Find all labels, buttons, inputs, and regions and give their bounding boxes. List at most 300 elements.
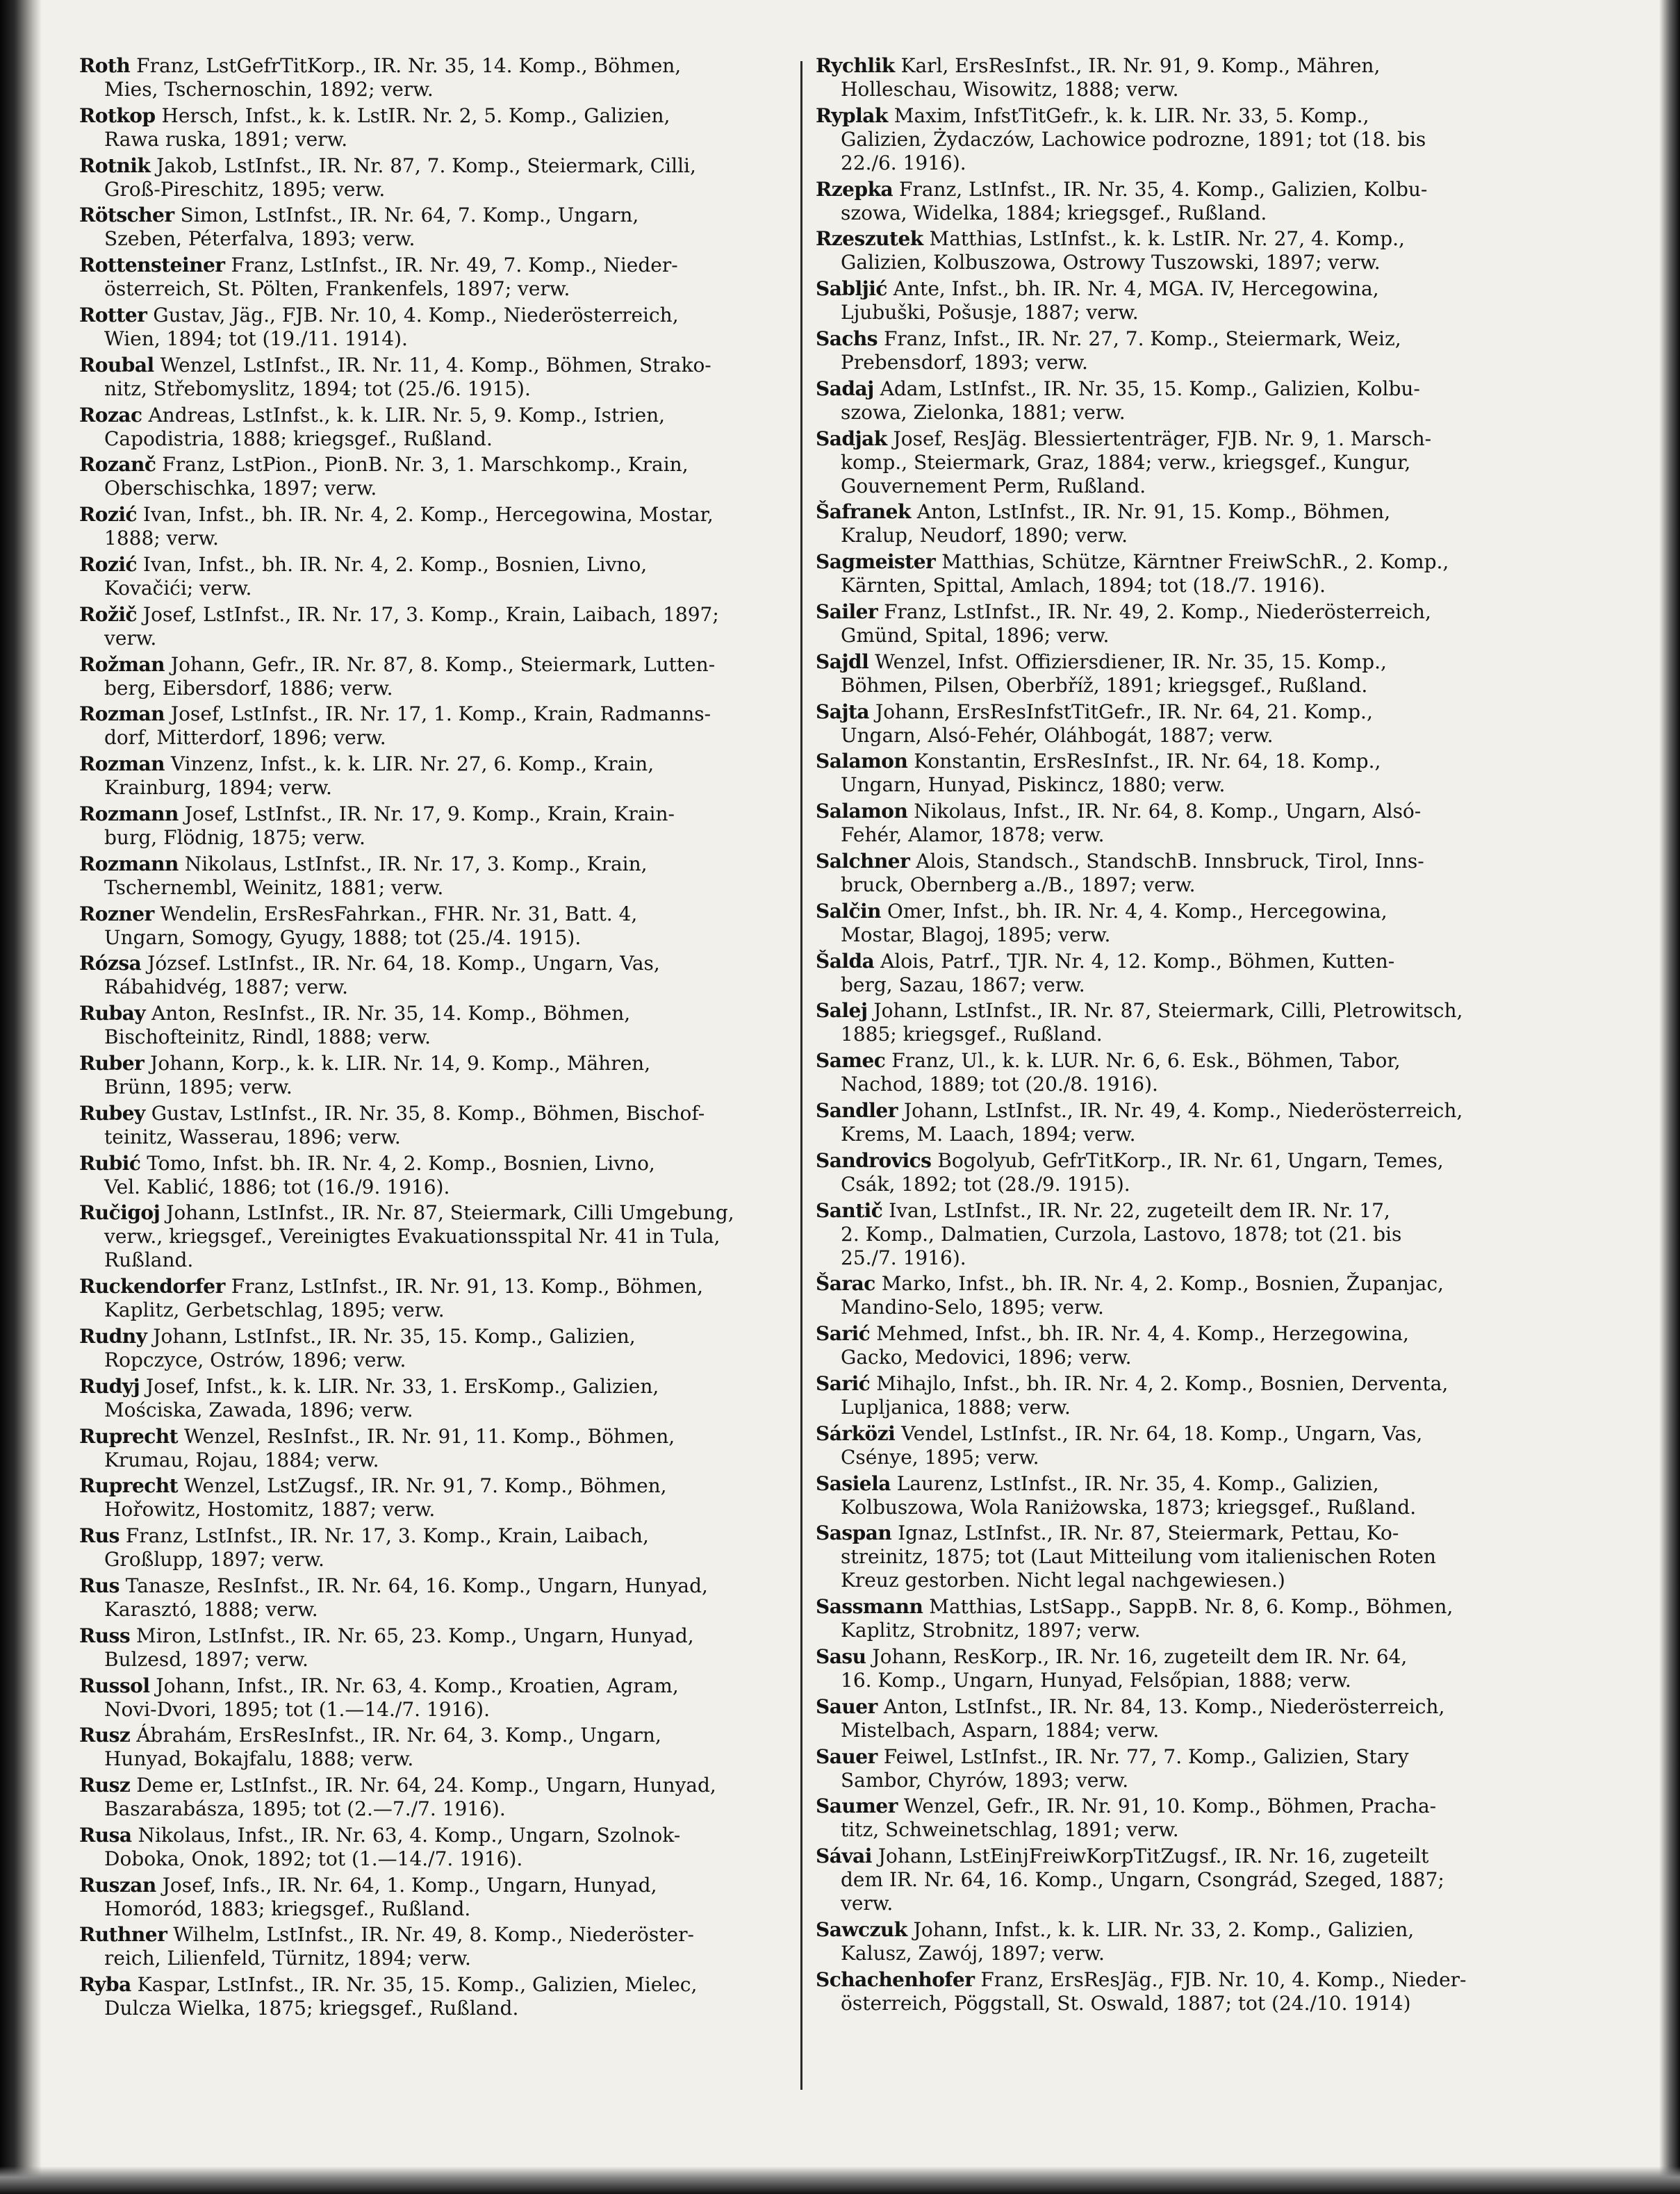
list-entry — [816, 377, 1524, 424]
entry-text-line: Lupljanica, 1888; verw. — [841, 1395, 1071, 1419]
list-entry — [79, 1674, 799, 1722]
entry-text-line: Andreas, LstInfst., k. k. LIR. Nr. 5, 9. Komp., Istrien, — [142, 403, 666, 427]
entry-text-line: Alois, Patrf., TJR. Nr. 4, 12. Komp., Böhmen, Kutten- — [874, 949, 1395, 973]
entry-text-line: Johann, Infst., IR. Nr. 63, 4. Komp., Kroatien, Agram, — [149, 1674, 679, 1697]
entry-text-line: streinitz, 1875; tot (Laut Mitteilung vom italienischen Roten — [841, 1545, 1436, 1569]
entry-text-line: Groß-Pireschitz, 1895; verw. — [104, 177, 386, 201]
entry-text-line: berg, Eibersdorf, 1886; verw. — [104, 676, 393, 700]
list-entry — [816, 900, 1524, 947]
list-entry — [816, 1199, 1524, 1270]
entry-text-line: Johann, Korp., k. k. LIR. Nr. 14, 9. Komp., Mähren, — [144, 1051, 651, 1075]
list-entry — [816, 950, 1524, 997]
entry-surname: Sawczuk — [816, 1917, 907, 1941]
list-entry — [816, 850, 1524, 897]
entry-text-line: Anton, LstInfst., IR. Nr. 91, 15. Komp., Böhmen, — [910, 500, 1391, 524]
list-entry — [79, 1724, 799, 1771]
entry-surname: Salamon — [816, 800, 908, 823]
entry-text-line: Kärnten, Spittal, Amlach, 1894; tot (18./7. 1916). — [841, 574, 1326, 597]
entry-text-line: reich, Lilienfeld, Türnitz, 1894; verw. — [104, 1947, 471, 1970]
entry-text-line: 1888; verw. — [104, 527, 219, 550]
list-entry — [816, 104, 1524, 175]
entry-text-line: Deme er, LstInfst., IR. Nr. 64, 24. Komp., Ungarn, Hunyad, — [130, 1774, 716, 1797]
entry-text-line: teinitz, Wasserau, 1896; verw. — [104, 1125, 401, 1148]
entry-surname: Šarac — [816, 1272, 875, 1296]
entry-surname: Sárközi — [816, 1421, 896, 1445]
entry-surname: Šafranek — [816, 500, 911, 524]
entry-surname: Rozner — [79, 902, 154, 925]
entry-text-line: Vel. Kablić, 1886; tot (16./9. 1916). — [104, 1175, 450, 1198]
list-entry — [816, 1968, 1524, 2015]
entry-text-line: Anton, ResInfst., IR. Nr. 35, 14. Komp., Böhmen, — [145, 1002, 631, 1025]
column-divider — [800, 61, 802, 2090]
entry-text-line: 22./6. 1916). — [841, 151, 966, 174]
entry-text-line: österreich, St. Pölten, Frankenfels, 1897; verw. — [104, 277, 570, 301]
entry-text-line: Kolbuszowa, Wola Raniżowska, 1873; kriegsgef., Rußland. — [841, 1495, 1417, 1519]
entry-text-line: Hořowitz, Hostomitz, 1887; verw. — [104, 1498, 436, 1521]
entry-surname: Sailer — [816, 600, 878, 623]
entry-text-line: Johann, ErsResInfstTitGefr., IR. Nr. 64, 21. Komp., — [869, 700, 1373, 723]
entry-surname: Rusz — [79, 1774, 131, 1797]
left-column — [79, 54, 799, 2023]
entry-surname: Sandrovics — [816, 1148, 932, 1172]
entry-text-line: Hunyad, Bokajfalu, 1888; verw. — [104, 1747, 414, 1771]
list-entry — [79, 304, 799, 351]
entry-surname: Sarić — [816, 1322, 871, 1346]
entry-surname: Salamon — [816, 750, 908, 773]
page-edge-bottom — [0, 2166, 1680, 2194]
entry-surname: Sasu — [816, 1644, 866, 1668]
entry-text-line: Bischofteinitz, Rindl, 1888; verw. — [104, 1025, 431, 1049]
entry-surname: Rozman — [79, 752, 165, 776]
entry-text-line: Ropczyce, Ostrów, 1896; verw. — [104, 1348, 406, 1371]
entry-surname: Saumer — [816, 1795, 898, 1818]
entry-text-line: Nachod, 1889; tot (20./8. 1916). — [841, 1073, 1158, 1096]
entry-text-line: Tanasze, ResInfst., IR. Nr. 64, 16. Komp., Ungarn, Hunyad, — [119, 1574, 708, 1597]
entry-text-line: Mościska, Zawada, 1896; verw. — [104, 1398, 413, 1421]
entry-text-line: Gustav, LstInfst., IR. Nr. 35, 8. Komp., Böhmen, Bischof- — [145, 1101, 705, 1125]
list-entry — [79, 1624, 799, 1672]
entry-text-line: Kaplitz, Gerbetschlag, 1895; verw. — [104, 1298, 445, 1322]
list-entry — [816, 600, 1524, 648]
entry-surname: Ryplak — [816, 104, 888, 127]
list-entry — [816, 1795, 1524, 1842]
list-entry — [79, 553, 799, 600]
list-entry — [79, 1774, 799, 1821]
entry-text-line: Franz, Ul., k. k. LUR. Nr. 6, 6. Esk., Böhmen, Tabor, — [885, 1049, 1401, 1073]
entry-text-line: Wenzel, Gefr., IR. Nr. 91, 10. Komp., Böhmen, Pracha- — [897, 1795, 1437, 1818]
entry-text-line: 1885; kriegsgef., Rußland. — [841, 1023, 1103, 1046]
list-entry — [816, 1595, 1524, 1642]
entry-text-line: Kralup, Neudorf, 1890; verw. — [841, 524, 1128, 547]
entry-text-line: Krumau, Rojau, 1884; verw. — [104, 1448, 379, 1471]
entry-surname: Salej — [816, 999, 868, 1023]
entry-text-line: Franz, LstInfst., IR. Nr. 91, 13. Komp., Böhmen, — [224, 1275, 703, 1298]
page-edge-left — [0, 0, 42, 2194]
list-entry — [79, 1275, 799, 1322]
entry-text-line: Rawa ruska, 1891; verw. — [104, 127, 348, 151]
entry-text-line: dorf, Mitterdorf, 1896; verw. — [104, 726, 386, 750]
entry-text-line: Novi-Dvori, 1895; tot (1.—14./7. 1916). — [104, 1697, 491, 1721]
entry-surname: Sarić — [816, 1371, 871, 1395]
list-entry — [79, 1973, 799, 2020]
entry-surname: Saspan — [816, 1521, 892, 1545]
entry-text-line: Bulzesd, 1897; verw. — [104, 1647, 308, 1671]
entry-text-line: Homoród, 1883; kriegsgef., Rußland. — [104, 1897, 471, 1920]
entry-text-line: Gmünd, Spital, 1896; verw. — [841, 623, 1110, 647]
list-entry — [79, 54, 799, 101]
entry-text-line: Ante, Infst., bh. IR. Nr. 4, MGA. IV, Hercegowina, — [887, 277, 1379, 301]
entry-surname: Rzeszutek — [816, 227, 923, 251]
entry-text-line: Nikolaus, Infst., IR. Nr. 64, 8. Komp., Ungarn, Alsó- — [907, 800, 1422, 823]
entry-text-line: Kovačići; verw. — [104, 576, 252, 600]
list-entry — [79, 752, 799, 800]
entry-text-line: Gouvernement Perm, Rußland. — [841, 474, 1146, 497]
entry-surname: Sachs — [816, 327, 878, 350]
entry-text-line: Kaplitz, Strobnitz, 1897; verw. — [841, 1619, 1141, 1642]
list-entry — [816, 1845, 1524, 1915]
entry-text-line: Gustav, Jäg., FJB. Nr. 10, 4. Komp., Niederösterreich, — [147, 303, 679, 327]
entry-surname: Salčin — [816, 899, 882, 923]
entry-surname: Rotnik — [79, 154, 151, 177]
entry-text-line: verw. — [104, 626, 157, 650]
list-entry — [816, 1745, 1524, 1792]
entry-text-line: Dulcza Wielka, 1875; kriegsgef., Rußland. — [104, 1997, 519, 2020]
entry-surname: Šalda — [816, 949, 875, 973]
entry-text-line: Ungarn, Alsó-Fehér, Oláhbogát, 1887; verw. — [841, 723, 1274, 747]
list-entry — [816, 1099, 1524, 1146]
entry-text-line: Tomo, Infst. bh. IR. Nr. 4, 2. Komp., Bosnien, Livno, — [140, 1151, 655, 1175]
entry-surname: Rottensteiner — [79, 254, 225, 277]
entry-text-line: Wenzel, ResInfst., IR. Nr. 91, 11. Komp., Böhmen, — [178, 1424, 675, 1448]
entry-text-line: szowa, Zielonka, 1881; verw. — [841, 400, 1126, 424]
entry-text-line: Mandino-Selo, 1895; verw. — [841, 1296, 1104, 1319]
list-entry — [79, 154, 799, 201]
entry-surname: Sagmeister — [816, 550, 936, 574]
list-entry — [79, 503, 799, 550]
entry-surname: Sávai — [816, 1845, 872, 1868]
entry-text-line: Rábahidvég, 1887; verw. — [104, 975, 348, 999]
list-entry — [79, 1325, 799, 1372]
entry-text-line: verw. — [841, 1892, 893, 1915]
entry-text-line: Miron, LstInfst., IR. Nr. 65, 23. Komp., Ungarn, Hunyad, — [130, 1624, 694, 1647]
list-entry — [816, 1521, 1524, 1592]
entry-surname: Ryba — [79, 1973, 131, 1997]
entry-surname: Rusz — [79, 1724, 131, 1747]
list-entry — [816, 1149, 1524, 1196]
entry-text-line: Johann, LstInfst., IR. Nr. 87, Steiermark, Cilli, Pletrowitsch, — [867, 999, 1463, 1023]
entry-text-line: berg, Sazau, 1867; verw. — [841, 973, 1085, 996]
entry-text-line: Bogolyub, GefrTitKorp., IR. Nr. 61, Ungarn, Temes, — [931, 1148, 1444, 1172]
entry-surname: Sandler — [816, 1098, 898, 1122]
entry-text-line: Ivan, Infst., bh. IR. Nr. 4, 2. Komp., Bosnien, Livno, — [137, 552, 648, 576]
list-entry — [816, 1918, 1524, 1965]
list-entry — [816, 550, 1524, 597]
list-entry — [816, 1472, 1524, 1519]
list-entry — [816, 1645, 1524, 1692]
entry-text-line: 25./7. 1916). — [841, 1246, 966, 1269]
entry-text-line: Matthias, LstInfst., k. k. LstIR. Nr. 27, 4. Komp., — [923, 227, 1405, 251]
list-entry — [816, 1372, 1524, 1419]
entry-text-line: Josef, LstInfst., IR. Nr. 17, 1. Komp., Krain, Radmanns- — [164, 702, 711, 726]
entry-text-line: Ungarn, Hunyad, Piskincz, 1880; verw. — [841, 773, 1226, 797]
list-entry — [816, 327, 1524, 374]
entry-text-line: Krems, M. Laach, 1894; verw. — [841, 1122, 1136, 1146]
list-entry — [79, 1574, 799, 1622]
entry-text-line: Johann, ResKorp., IR. Nr. 16, zugeteilt dem IR. Nr. 64, — [866, 1644, 1408, 1668]
entry-text-line: Franz, LstInfst., IR. Nr. 35, 4. Komp., Galizien, Kolbu- — [893, 177, 1428, 201]
entry-surname: Rožič — [79, 602, 138, 626]
entry-surname: Rozić — [79, 503, 138, 527]
entry-text-line: Josef, ResJäg. Blessiertenträger, FJB. Nr. 9, 1. Marsch- — [887, 427, 1432, 450]
page-edge-right — [1659, 0, 1680, 2194]
entry-text-line: Vinzenz, Infst., k. k. LIR. Nr. 27, 6. Komp., Krain, — [164, 752, 654, 776]
entry-surname: Ručigoj — [79, 1201, 160, 1225]
right-column — [816, 54, 1524, 2018]
list-entry — [79, 1375, 799, 1422]
entry-text-line: Karasztó, 1888; verw. — [104, 1597, 318, 1621]
entry-text-line: verw., kriegsgef., Vereinigtes Evakuationsspital Nr. 41 in Tula, — [104, 1225, 720, 1248]
entry-text-line: Matthias, Schütze, Kärntner FreiwSchR., 2. Komp., — [935, 550, 1449, 574]
entry-text-line: burg, Flödnig, 1875; verw. — [104, 825, 365, 849]
entry-surname: Rubay — [79, 1002, 146, 1025]
list-entry — [79, 1052, 799, 1099]
entry-surname: Rotter — [79, 303, 147, 327]
entry-text-line: Gacko, Medovici, 1896; verw. — [841, 1346, 1132, 1369]
list-entry — [816, 999, 1524, 1046]
list-entry — [816, 54, 1524, 101]
entry-text-line: Franz, LstGefrTitKorp., IR. Nr. 35, 14. Komp., Böhmen, — [130, 54, 682, 77]
entry-surname: Rozac — [79, 403, 142, 427]
entry-surname: Salchner — [816, 849, 910, 873]
entry-text-line: Franz, ErsResJäg., FJB. Nr. 10, 4. Komp., Nieder- — [974, 1968, 1467, 1991]
entry-surname: Rötscher — [79, 204, 174, 227]
list-entry — [79, 1474, 799, 1521]
entry-surname: Rozić — [79, 552, 138, 576]
entry-surname: Rudyj — [79, 1374, 140, 1398]
entry-text-line: Mistelbach, Asparn, 1884; verw. — [841, 1718, 1160, 1742]
entry-text-line: Hersch, Infst., k. k. LstIR. Nr. 2, 5. Komp., Galizien, — [155, 104, 670, 127]
entry-text-line: Ungarn, Somogy, Gyugy, 1888; tot (25./4. 1915). — [104, 925, 582, 949]
entry-text-line: dem IR. Nr. 64, 16. Komp., Ungarn, Csongrád, Szeged, 1887; — [841, 1868, 1444, 1892]
entry-text-line: Brünn, 1895; verw. — [104, 1075, 293, 1098]
entry-surname: Roubal — [79, 353, 154, 377]
entry-text-line: Wenzel, Infst. Offiziersdiener, IR. Nr. 35, 15. Komp., — [868, 650, 1387, 673]
entry-text-line: Johann, Infst., k. k. LIR. Nr. 33, 2. Komp., Galizien, — [907, 1917, 1415, 1941]
list-entry — [79, 1201, 799, 1272]
entry-text-line: Karl, ErsResInfst., IR. Nr. 91, 9. Komp., Mähren, — [894, 54, 1381, 77]
entry-surname: Rózsa — [79, 952, 142, 975]
list-entry — [79, 1152, 799, 1199]
list-entry — [79, 1524, 799, 1572]
list-entry — [816, 1422, 1524, 1469]
entry-surname: Rubey — [79, 1101, 145, 1125]
entry-text-line: Kaspar, LstInfst., IR. Nr. 35, 15. Komp., Galizien, Mielec, — [131, 1973, 698, 1997]
entry-text-line: Nikolaus, Infst., IR. Nr. 63, 4. Komp., Ungarn, Szolnok- — [131, 1823, 681, 1847]
entry-text-line: Alois, Standsch., StandschB. Innsbruck, Tirol, Inns- — [909, 849, 1424, 873]
entry-text-line: Böhmen, Pilsen, Oberbříž, 1891; kriegsgef., Rußland. — [841, 673, 1368, 697]
entry-text-line: Mehmed, Infst., bh. IR. Nr. 4, 4. Komp., Herzegowina, — [870, 1322, 1409, 1346]
list-entry — [79, 702, 799, 750]
entry-text-line: Galizien, Kolbuszowa, Ostrowy Tuszowski, 1897; verw. — [841, 251, 1381, 274]
entry-surname: Rusa — [79, 1823, 132, 1847]
entry-surname: Rozmann — [79, 802, 179, 825]
entry-text-line: Johann, Gefr., IR. Nr. 87, 8. Komp., Steiermark, Lutten- — [164, 652, 716, 676]
entry-text-line: Csák, 1892; tot (28./9. 1915). — [841, 1172, 1130, 1196]
entry-text-line: Omer, Infst., bh. IR. Nr. 4, 4. Komp., Hercegowina, — [881, 899, 1387, 923]
list-entry — [816, 427, 1524, 498]
list-entry — [79, 653, 799, 700]
entry-text-line: Wenzel, LstInfst., IR. Nr. 11, 4. Komp., Böhmen, Strako- — [154, 353, 711, 377]
list-entry — [79, 1002, 799, 1049]
entry-text-line: Wenzel, LstZugsf., IR. Nr. 91, 7. Komp., Böhmen, — [178, 1474, 667, 1498]
list-entry — [79, 802, 799, 850]
list-entry — [79, 1874, 799, 1921]
entry-surname: Schachenhofer — [816, 1968, 975, 1991]
entry-surname: Rotkop — [79, 104, 156, 127]
entry-text-line: Wilhelm, LstInfst., IR. Nr. 49, 8. Komp., Niederöster- — [167, 1923, 694, 1947]
list-entry — [816, 1272, 1524, 1319]
entry-surname: Sadaj — [816, 377, 874, 400]
entry-text-line: Doboka, Onok, 1892; tot (1.—14./7. 1916). — [104, 1847, 523, 1870]
entry-text-line: Galizien, Żydaczów, Lachowice podrozne, 1891; tot (18. bis — [841, 127, 1426, 151]
list-entry — [79, 354, 799, 401]
entry-text-line: Csénye, 1895; verw. — [841, 1445, 1039, 1469]
entry-text-line: Anton, LstInfst., IR. Nr. 84, 13. Komp., Niederösterreich, — [877, 1694, 1445, 1718]
entry-text-line: Baszarabásza, 1895; tot (2.—7./7. 1916). — [104, 1797, 506, 1821]
list-entry — [816, 650, 1524, 698]
entry-text-line: Johann, LstInfst., IR. Nr. 35, 15. Komp., Galizien, — [147, 1324, 636, 1348]
entry-text-line: Rußland. — [104, 1248, 194, 1272]
entry-text-line: Franz, LstPion., PionB. Nr. 3, 1. Marschkomp., Krain, — [156, 453, 689, 477]
entry-surname: Roth — [79, 54, 131, 77]
entry-surname: Sassmann — [816, 1595, 923, 1619]
entry-text-line: Mihajlo, Infst., bh. IR. Nr. 4, 2. Komp., Bosnien, Derventa, — [870, 1371, 1449, 1395]
entry-text-line: Marko, Infst., bh. IR. Nr. 4, 2. Komp., Bosnien, Županjac, — [875, 1272, 1444, 1296]
entry-surname: Sauer — [816, 1694, 878, 1718]
list-entry — [816, 1322, 1524, 1369]
entry-text-line: Krainburg, 1894; verw. — [104, 776, 332, 800]
list-entry — [79, 902, 799, 950]
entry-surname: Rus — [79, 1524, 120, 1548]
entry-text-line: Holleschau, Wisowitz, 1888; verw. — [841, 78, 1179, 101]
entry-text-line: Nikolaus, LstInfst., IR. Nr. 17, 3. Komp., Krain, — [178, 852, 648, 875]
entry-text-line: Josef, LstInfst., IR. Nr. 17, 9. Komp., Krain, Krain- — [178, 802, 675, 825]
list-entry — [79, 104, 799, 151]
entry-text-line: nitz, Střebomyslitz, 1894; tot (25./6. 1915). — [104, 377, 531, 400]
list-entry — [79, 204, 799, 251]
list-entry — [79, 603, 799, 650]
entry-text-line: Mies, Tschernoschin, 1892; verw. — [104, 78, 434, 101]
entry-text-line: Vendel, LstInfst., IR. Nr. 64, 18. Komp., Ungarn, Vas, — [895, 1421, 1423, 1445]
entry-text-line: Capodistria, 1888; kriegsgef., Rußland. — [104, 427, 493, 450]
entry-text-line: Mostar, Blagoj, 1895; verw. — [841, 923, 1111, 946]
entry-surname: Sauer — [816, 1745, 878, 1768]
entry-surname: Ruckendorfer — [79, 1275, 225, 1298]
entry-surname: Ruber — [79, 1051, 145, 1075]
entry-text-line: Szeben, Péterfalva, 1893; verw. — [104, 227, 415, 251]
entry-text-line: Ábrahám, ErsResInfst., IR. Nr. 64, 3. Komp., Ungarn, — [130, 1724, 661, 1747]
entry-text-line: József. LstInfst., IR. Nr. 64, 18. Komp., Ungarn, Vas, — [141, 952, 660, 975]
list-entry — [816, 1695, 1524, 1742]
list-entry — [79, 404, 799, 451]
entry-text-line: Josef, Infs., IR. Nr. 64, 1. Komp., Ungarn, Hunyad, — [156, 1873, 657, 1897]
entry-text-line: Laurenz, LstInfst., IR. Nr. 35, 4. Komp., Galizien, — [890, 1471, 1379, 1495]
entry-text-line: 2. Komp., Dalmatien, Curzola, Lastovo, 1878; tot (21. bis — [841, 1222, 1402, 1246]
entry-text-line: Konstantin, ErsResInfst., IR. Nr. 64, 18. Komp., — [907, 750, 1381, 773]
entry-surname: Rus — [79, 1574, 120, 1597]
entry-surname: Sabljić — [816, 277, 887, 301]
list-entry — [79, 254, 799, 301]
entry-text-line: Großlupp, 1897; verw. — [104, 1548, 324, 1572]
entry-text-line: Franz, LstInfst., IR. Nr. 17, 3. Komp., Krain, Laibach, — [119, 1524, 649, 1548]
list-entry — [816, 227, 1524, 274]
entry-surname: Ruprecht — [79, 1424, 179, 1448]
entry-surname: Russol — [79, 1674, 150, 1697]
entry-surname: Rozman — [79, 702, 165, 726]
entry-text-line: Feiwel, LstInfst., IR. Nr. 77, 7. Komp., Galizien, Stary — [877, 1745, 1409, 1768]
entry-surname: Rožman — [79, 652, 165, 676]
list-entry — [816, 178, 1524, 225]
entry-text-line: Matthias, LstSapp., SappB. Nr. 8, 6. Komp., Böhmen, — [923, 1595, 1453, 1619]
entry-text-line: Kalusz, Zawój, 1897; verw. — [841, 1941, 1105, 1965]
list-entry — [79, 1102, 799, 1149]
entry-surname: Sasiela — [816, 1471, 891, 1495]
entry-text-line: Kreuz gestorben. Nicht legal nachgewiesen.) — [841, 1569, 1285, 1592]
entry-surname: Rubić — [79, 1151, 141, 1175]
entry-text-line: 16. Komp., Ungarn, Hunyad, Felsőpian, 1888; verw. — [841, 1668, 1351, 1692]
entry-text-line: Jakob, LstInfst., IR. Nr. 87, 7. Komp., Steiermark, Cilli, — [150, 154, 696, 177]
entry-text-line: Tschernembl, Weinitz, 1881; verw. — [104, 875, 444, 899]
entry-text-line: komp., Steiermark, Graz, 1884; verw., kriegsgef., Kungur, — [841, 450, 1411, 474]
entry-text-line: Maxim, InfstTitGefr., k. k. LIR. Nr. 33, 5. Komp., — [887, 104, 1369, 127]
list-entry — [816, 1049, 1524, 1096]
entry-text-line: Franz, LstInfst., IR. Nr. 49, 7. Komp., Nieder- — [224, 254, 678, 277]
entry-text-line: Wien, 1894; tot (19./11. 1914). — [104, 327, 408, 350]
entry-surname: Rychlik — [816, 54, 895, 77]
entry-text-line: Josef, Infst., k. k. LIR. Nr. 33, 1. ErsKomp., Galizien, — [140, 1374, 659, 1398]
entry-text-line: Sambor, Chyrów, 1893; verw. — [841, 1768, 1129, 1792]
list-entry — [79, 1425, 799, 1472]
entry-text-line: Oberschischka, 1897; verw. — [104, 477, 377, 500]
entry-surname: Rozanč — [79, 453, 156, 477]
entry-text-line: Adam, LstInfst., IR. Nr. 35, 15. Komp., Galizien, Kolbu- — [873, 377, 1420, 400]
entry-surname: Sadjak — [816, 427, 887, 450]
list-entry — [79, 852, 799, 900]
list-entry — [79, 952, 799, 999]
list-entry — [79, 453, 799, 500]
list-entry — [79, 1923, 799, 1970]
entry-text-line: bruck, Obernberg a./B., 1897; verw. — [841, 873, 1196, 896]
list-entry — [816, 750, 1524, 797]
entry-text-line: Franz, LstInfst., IR. Nr. 49, 2. Komp., Niederösterreich, — [878, 600, 1431, 623]
entry-surname: Sajdl — [816, 650, 869, 673]
entry-text-line: Johann, LstEinjFreiwKorpTitZugsf., IR. Nr. 16, zugeteilt — [871, 1845, 1429, 1868]
entry-surname: Santič — [816, 1198, 883, 1222]
entry-surname: Samec — [816, 1049, 886, 1073]
entry-text-line: Josef, LstInfst., IR. Nr. 17, 3. Komp., Krain, Laibach, 1897; — [137, 602, 719, 626]
entry-text-line: Prebensdorf, 1893; verw. — [841, 350, 1088, 374]
entry-text-line: Fehér, Alamor, 1878; verw. — [841, 823, 1105, 847]
entry-surname: Ruprecht — [79, 1474, 179, 1498]
entry-text-line: Simon, LstInfst., IR. Nr. 64, 7. Komp., Ungarn, — [174, 204, 639, 227]
entry-text-line: österreich, Pöggstall, St. Oswald, 1887; tot (24./10. 1914) — [841, 1991, 1411, 2015]
entry-text-line: titz, Schweinetschlag, 1891; verw. — [841, 1818, 1179, 1842]
entry-surname: Ruthner — [79, 1923, 167, 1947]
entry-surname: Rudny — [79, 1324, 147, 1348]
list-entry — [816, 700, 1524, 748]
entry-text-line: Johann, LstInfst., IR. Nr. 87, Steiermark, Cilli Umgebung, — [160, 1201, 734, 1225]
list-entry — [816, 500, 1524, 547]
